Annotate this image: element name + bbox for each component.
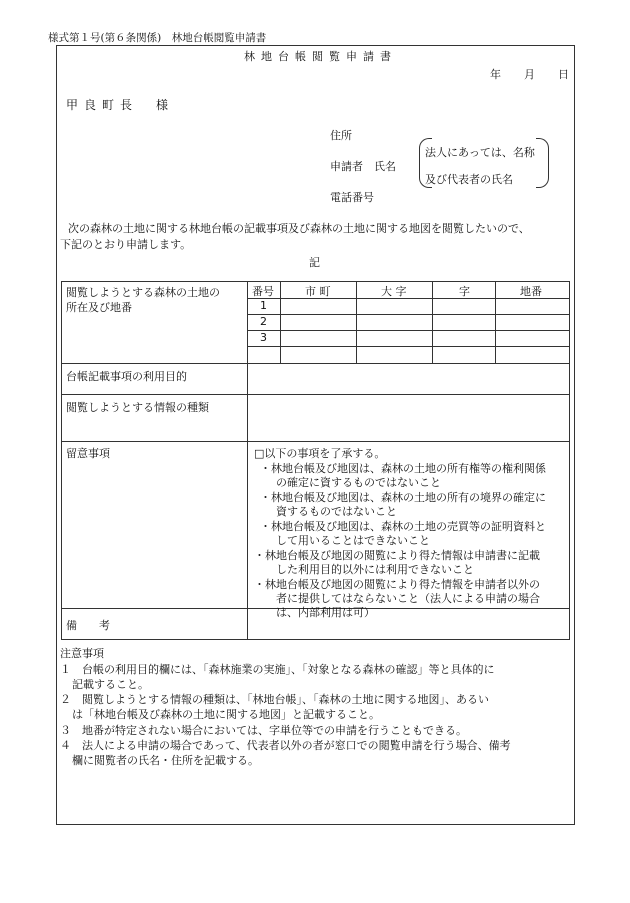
note-line: 欄に閲覧者の氏名・住所を記載する。 <box>72 754 259 767</box>
table-row-line <box>247 346 569 347</box>
remarks-line: □以下の事項を了承する。 <box>254 447 386 460</box>
page-title: 林地台帳閲覧申請書 <box>244 50 397 63</box>
corp-note-line-1: 法人にあっては、名称 <box>425 146 535 159</box>
note-line: ３ 地番が特定されない場合においては、字単位等での申請を行うこともできる。 <box>60 724 467 737</box>
table-divider-main <box>247 282 248 640</box>
form-label: 様式第１号(第６条関係) 林地台帳閲覧申請書 <box>48 32 267 44</box>
col-header-lot: 地番 <box>520 285 542 298</box>
remarks-line: ・林地台帳及び地図は、森林の土地の所有権等の権利関係 <box>260 462 546 475</box>
date-year: 年 <box>490 68 501 81</box>
table-section-line <box>62 363 569 364</box>
row-number-3: 3 <box>260 331 267 344</box>
date-day: 日 <box>558 68 569 81</box>
address-label: 住所 <box>330 129 352 142</box>
remarks-line: 者に提供してはならないこと（法人による申請の場合 <box>276 592 540 605</box>
table-divider-city <box>356 282 357 363</box>
remarks-label: 留意事項 <box>66 447 110 460</box>
bracket-right <box>536 138 549 188</box>
remarks-line: ・林地台帳及び地図の閲覧により得た情報を申請者以外の <box>254 578 540 591</box>
remarks-line: した利用目的以外には利用できないこと <box>276 563 474 576</box>
notes-heading: 注意事項 <box>60 647 104 660</box>
remarks-line: して用いることはできないこと <box>276 534 430 547</box>
table-divider-oaza <box>432 282 433 363</box>
remarks-line: ・林地台帳及び地図は、森林の土地の所有の境界の確定に <box>260 491 546 504</box>
note-line: ２ 閲覧しようとする情報の種類は、「林地台帳」、「森林の土地に関する地図」、あるい <box>60 693 489 706</box>
phone-label: 電話番号 <box>330 191 374 204</box>
remarks-line: 資するものではないこと <box>276 505 397 518</box>
info-type-label: 閲覧しようとする情報の種類 <box>66 401 209 414</box>
applicant-name-label: 申請者 氏名 <box>330 160 396 173</box>
remarks-line: ・林地台帳及び地図は、森林の土地の売買等の証明資料と <box>260 520 546 533</box>
col-header-oaza: 大 字 <box>381 285 407 298</box>
table-row-line <box>247 330 569 331</box>
bikou-label: 備 考 <box>66 619 110 632</box>
table-section-line <box>62 441 569 442</box>
location-label-line-1: 閲覧しようとする森林の土地の <box>66 286 220 299</box>
ki-mark: 記 <box>309 256 320 269</box>
table-section-line <box>62 394 569 395</box>
row-number-2: 2 <box>260 315 267 328</box>
table-divider-no <box>280 282 281 363</box>
application-table <box>61 281 570 640</box>
remarks-line: の確定に資するものではないこと <box>276 476 441 489</box>
note-line: １ 台帳の利用目的欄には、「森林施業の実施」、「対象となる森林の確認」等と具体的に <box>60 663 495 676</box>
note-line: ４ 法人による申請の場合であって、代表者以外の者が窓口での閲覧申請を行う場合、備考 <box>60 739 511 752</box>
location-label-line-2: 所在及び地番 <box>66 301 132 314</box>
col-header-number: 番号 <box>252 285 274 298</box>
addressee: 甲良町長 様 <box>66 98 175 112</box>
note-line: は「林地台帳及び森林の土地に関する地図」と記載すること。 <box>72 708 380 721</box>
col-header-aza: 字 <box>459 285 470 298</box>
corp-note-line-2: 及び代表者の氏名 <box>425 173 513 186</box>
note-line: 記載すること。 <box>72 678 149 691</box>
date-month: 月 <box>524 68 535 81</box>
table-divider-aza <box>495 282 496 363</box>
remarks-line: ・林地台帳及び地図の閲覧により得た情報は申請書に記載 <box>254 549 540 562</box>
body-paragraph-line-2: 下記のとおり申請します。 <box>60 238 192 251</box>
purpose-label: 台帳記載事項の利用目的 <box>66 370 187 383</box>
remarks-line: は、内部利用は可） <box>276 606 375 619</box>
table-row-line <box>247 314 569 315</box>
col-header-city: 市 町 <box>305 285 331 298</box>
body-paragraph-line-1: 次の森林の土地に関する林地台帳の記載事項及び森林の土地に関する地図を閲覧したいので、 <box>68 222 530 235</box>
row-number-1: 1 <box>260 299 267 312</box>
